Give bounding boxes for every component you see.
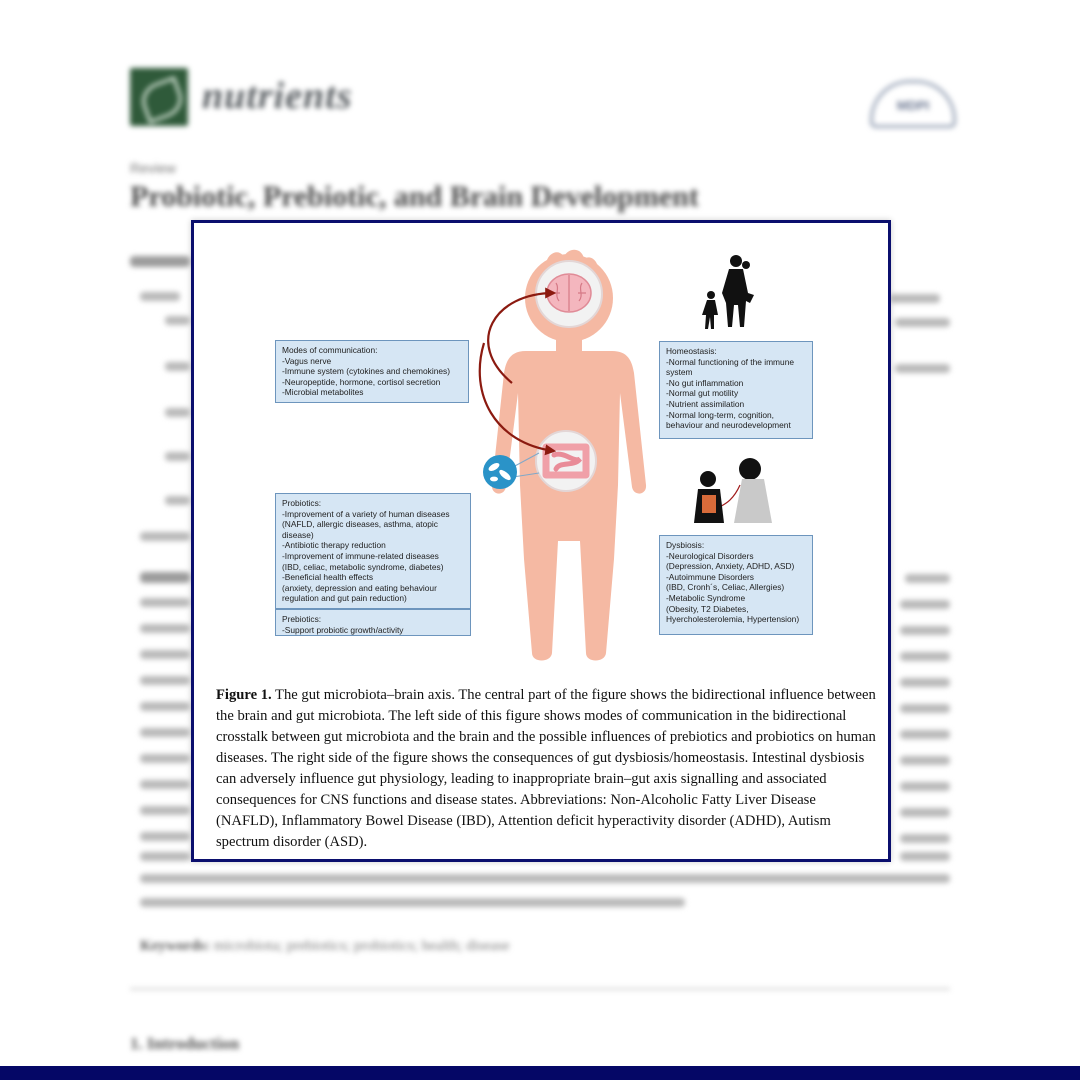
blurred-affiliation-line [165,362,190,371]
modes-box-item: -Neuropeptide, hormone, cortisol secretion [282,376,441,387]
probiotics-box-item: -Antibiotic therapy reduction [282,540,386,551]
probiotics-box-item: disease) [282,529,314,540]
dysbiosis-box-item: -Metabolic Syndrome [666,592,746,603]
blurred-abstract-line [140,728,190,737]
prebiotics-box-title: Prebiotics: [282,614,322,624]
dysbiosis-box-title: Dysbiosis: [666,540,705,550]
probiotics-box-title: Probiotics: [282,498,322,508]
dysbiosis-box-item: -Neurological Disorders [666,550,754,561]
homeostasis-box-item: -No gut inflammation [666,377,744,388]
homeostasis-box-item: -Normal gut motility [666,388,739,399]
blurred-abstract-line [900,756,950,765]
blurred-affiliation-line [165,408,190,417]
blurred-abstract-line [140,572,190,583]
blurred-affiliation-line [890,294,940,303]
dysbiosis-box-item: (Depression, Anxiety, ADHD, ASD) [666,561,795,572]
blurred-abstract-line [900,652,950,661]
blurred-affiliation-line [140,292,180,301]
blurred-abstract-line [140,702,190,711]
article-type: Review [130,160,176,176]
probiotics-box-item: -Improvement of immune-related diseases [282,550,439,561]
probiotics-box-item: (IBD, celiac, metabolic syndrome, diabetes) [282,561,444,572]
blurred-abstract-line [140,806,190,815]
probiotics-box-item: (anxiety, depression and eating behaviour [282,582,437,593]
prebiotics-box [275,609,471,636]
blurred-abstract-line [140,852,190,861]
dysbiosis-box-item: -Autoimmune Disorders [666,571,754,582]
blurred-affiliation-line [165,452,190,461]
blurred-affiliation-line [895,318,950,327]
modes-box-item: -Vagus nerve [282,355,332,366]
blurred-abstract-line [140,624,190,633]
publisher-logo: MDPI [870,80,956,128]
blurred-abstract-line [900,704,950,713]
dysbiosis-box [659,535,813,635]
bottom-band [0,1066,1080,1080]
modes-of-communication-box [275,340,469,403]
journal-logo-icon [130,68,188,126]
probiotics-box-item: -Improvement of a variety of human diseases [282,508,450,519]
blurred-abstract-line [140,832,190,841]
blurred-abstract-line [900,852,950,861]
blurred-abstract-line [900,808,950,817]
modes-box-item: -Immune system (cytokines and chemokines) [282,366,451,377]
blurred-abstract-line [900,678,950,687]
figure-caption-label: Figure 1. [216,687,272,703]
keywords-text: microbiota; prebiotics; probiotics; health; disease [213,938,510,954]
blurred-received-line [140,532,190,541]
blurred-affiliation-line [165,316,190,325]
homeostasis-box-item: -Nutrient assimilation [666,398,745,409]
blurred-abstract-line [140,676,190,685]
dysbiosis-box-item: (IBD, Cronh´s, Celiac, Allergies) [666,582,785,593]
figure-panel [191,220,891,862]
intestine-icon [536,431,596,491]
blurred-abstract-line [140,874,950,883]
blurred-abstract-line [140,780,190,789]
section-heading: 1. Introduction [130,1034,240,1053]
blurred-abstract-line [900,626,950,635]
blurred-abstract-line [140,754,190,763]
homeostasis-box-item: behaviour and neurodevelopment [666,420,791,431]
dysbiosis-box-item: Hyercholesterolemia, Hypertension) [666,614,800,625]
article-title: Probiotic, Prebiotic, and Brain Development [130,180,699,213]
keywords-label: Keywords: [140,938,210,954]
homeostasis-box-item: -Normal long-term, cognition, [666,409,774,420]
modes-box-title: Modes of communication: [282,345,378,355]
blurred-abstract-line [140,650,190,659]
figure-caption [216,685,876,853]
blurred-affiliation-line [895,364,950,373]
blurred-author-line [130,256,190,267]
probiotics-box-item: regulation and gut pain reduction) [282,593,407,604]
homeostasis-box-item: -Normal functioning of the immune [666,356,795,367]
journal-name: nutrients [202,75,353,117]
mother-child-silhouette-icon [702,255,754,329]
dysbiosis-box-item: (Obesity, T2 Diabetes, [666,603,749,614]
keywords [140,938,510,955]
doctor-patient-silhouette-icon [694,458,772,523]
blurred-abstract-line [140,898,685,907]
blurred-abstract-line [905,574,950,583]
homeostasis-box [659,341,813,439]
probiotics-box-item: (NAFLD, allergic diseases, asthma, atopic [282,519,438,530]
prebiotics-box-item: -Support probiotic growth/activity [282,624,404,635]
modes-box-item: -Microbial metabolites [282,387,364,398]
homeostasis-box-item: system [666,367,693,378]
blurred-abstract-line [900,782,950,791]
probiotics-box-item: -Beneficial health effects [282,572,374,583]
blurred-affiliation-line [165,496,190,505]
blurred-abstract-line [900,834,950,843]
divider [130,988,950,990]
figure-caption-text: The gut microbiota–brain axis. The central part of the figure shows the bidirectional influence between the brain and gut microbiota. The left side of this figure shows modes of communication in the bidirectional crosstalk between gut microbiota and the brain and the possible influences of prebiotics and probiotics on human diseases. The right side of the figure shows the consequences of gut dysbiosis/homeostasis. Intestinal dysbiosis can adversely influence gut physiology, leading to inappropriate brain–gut axis signalling and associated consequences for CNS functions and disease states. Abbreviations: Non-Alcoholic Fatty Liver Disease (NAFLD), Inflammatory Bowel Disease (IBD), Attention deficit hyperactivity disorder (ADHD), Autism spectrum disorder (ASD). [216,687,876,850]
homeostasis-box-title: Homeostasis: [666,346,717,356]
probiotics-box [275,493,471,609]
blurred-abstract-line [900,600,950,609]
blurred-abstract-line [140,598,190,607]
blurred-abstract-line [900,730,950,739]
